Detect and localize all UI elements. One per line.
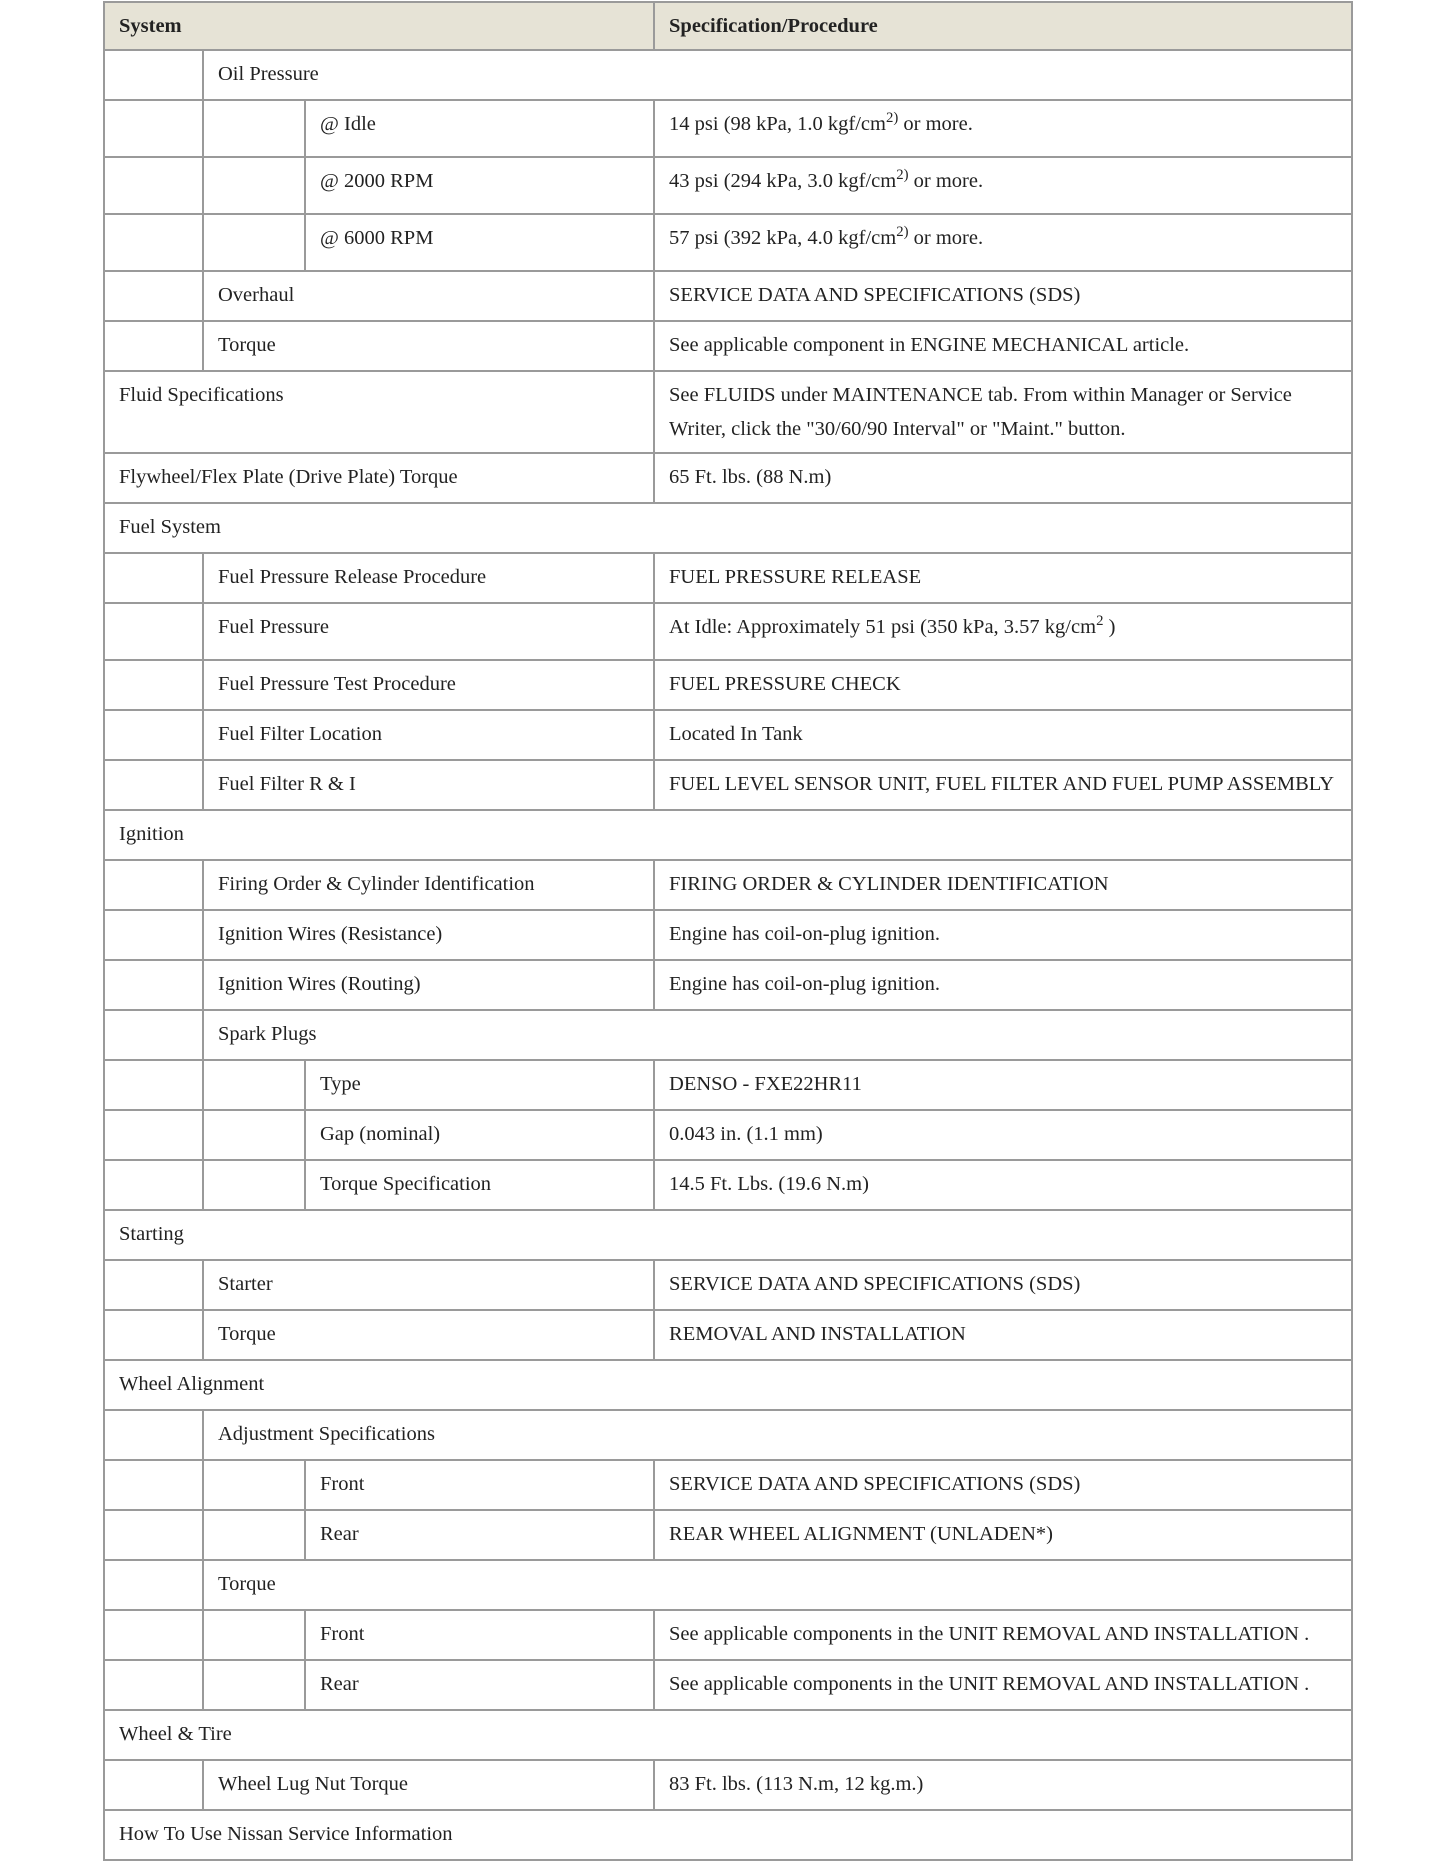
value-text: SERVICE DATA AND SPECIFICATIONS (SDS) xyxy=(669,1273,1081,1295)
section-row xyxy=(104,50,1352,100)
row-value xyxy=(654,1110,1352,1160)
table-header-row xyxy=(104,2,1352,50)
table-row xyxy=(104,1110,1352,1160)
row-label: Type xyxy=(305,1060,654,1110)
indent-cell xyxy=(104,1510,203,1560)
row-value xyxy=(654,100,1352,157)
row-value xyxy=(654,1060,1352,1110)
table-row xyxy=(104,1160,1352,1210)
row-label: Fuel Pressure Release Procedure xyxy=(203,553,654,603)
value-text: DENSO - FXE22HR11 xyxy=(669,1073,862,1095)
section-row xyxy=(104,1560,1352,1610)
value-suffix: ) xyxy=(1103,616,1116,638)
row-label: Rear xyxy=(305,1510,654,1560)
indent-cell xyxy=(104,321,203,371)
value-text: Engine has coil-on-plug ignition. xyxy=(669,923,941,945)
value-text: SERVICE DATA AND SPECIFICATIONS (SDS) xyxy=(669,284,1081,306)
value-text: REMOVAL AND INSTALLATION xyxy=(669,1323,966,1345)
row-value xyxy=(654,910,1352,960)
row-label: Fuel Pressure xyxy=(203,603,654,660)
section-row xyxy=(104,1410,1352,1460)
indent-cell xyxy=(104,1660,203,1710)
value-text: SERVICE DATA AND SPECIFICATIONS (SDS) xyxy=(669,1473,1081,1495)
row-value xyxy=(654,1760,1352,1810)
row-label: Flywheel/Flex Plate (Drive Plate) Torque xyxy=(104,453,654,503)
row-label: Wheel Lug Nut Torque xyxy=(203,1760,654,1810)
row-label: Adjustment Specifications xyxy=(203,1410,1352,1460)
row-label: Oil Pressure xyxy=(203,50,1352,100)
indent-cell xyxy=(104,710,203,760)
section-row xyxy=(104,810,1352,860)
row-label: Fuel Pressure Test Procedure xyxy=(203,660,654,710)
row-value xyxy=(654,453,1352,503)
table-row xyxy=(104,214,1352,271)
value-text: 57 psi (392 kPa, 4.0 kgf/cm xyxy=(669,227,897,249)
indent-cell xyxy=(203,1060,305,1110)
row-value xyxy=(654,710,1352,760)
indent-cell xyxy=(104,910,203,960)
section-row xyxy=(104,1710,1352,1760)
row-label: Fuel Filter R & I xyxy=(203,760,654,810)
row-label: Front xyxy=(305,1610,654,1660)
row-value xyxy=(654,660,1352,710)
row-value xyxy=(654,271,1352,321)
row-value xyxy=(654,1160,1352,1210)
indent-cell xyxy=(203,1460,305,1510)
value-text: FIRING ORDER & CYLINDER IDENTIFICATION xyxy=(669,873,1109,895)
indent-cell xyxy=(104,1560,203,1610)
value-text: FUEL PRESSURE RELEASE xyxy=(669,566,922,588)
table-row xyxy=(104,1760,1352,1810)
table-row xyxy=(104,271,1352,321)
value-text: REAR WHEEL ALIGNMENT (UNLADEN*) xyxy=(669,1523,1053,1545)
value-superscript: 2 xyxy=(1096,613,1104,630)
indent-cell xyxy=(203,1510,305,1560)
section-row xyxy=(104,1210,1352,1260)
indent-cell xyxy=(104,1160,203,1210)
table-row xyxy=(104,1260,1352,1310)
value-superscript: 2) xyxy=(896,167,909,184)
row-label: Overhaul xyxy=(203,271,654,321)
value-superscript: 2) xyxy=(896,224,909,241)
row-value xyxy=(654,1660,1352,1710)
value-text: 14.5 Ft. Lbs. (19.6 N.m) xyxy=(669,1173,869,1195)
specifications-table xyxy=(103,1,1353,1861)
row-label: Starting xyxy=(104,1210,1352,1260)
table-row xyxy=(104,1460,1352,1510)
row-label: Torque xyxy=(203,1310,654,1360)
row-label: Ignition xyxy=(104,810,1352,860)
indent-cell xyxy=(203,1610,305,1660)
row-label: Wheel Alignment xyxy=(104,1360,1352,1410)
indent-cell xyxy=(104,100,203,157)
table-row xyxy=(104,453,1352,503)
table-row xyxy=(104,1610,1352,1660)
row-label: Starter xyxy=(203,1260,654,1310)
value-text: See applicable component in ENGINE MECHANICAL article. xyxy=(669,334,1190,356)
indent-cell xyxy=(104,760,203,810)
row-value xyxy=(654,760,1352,810)
indent-cell xyxy=(104,1010,203,1060)
row-value xyxy=(654,960,1352,1010)
value-text: Located In Tank xyxy=(669,723,803,745)
row-label: Fuel Filter Location xyxy=(203,710,654,760)
row-label: Torque Specification xyxy=(305,1160,654,1210)
value-text: 43 psi (294 kPa, 3.0 kgf/cm xyxy=(669,170,897,192)
value-text: 83 Ft. lbs. (113 N.m, 12 kg.m.) xyxy=(669,1773,924,1795)
row-label: @ 6000 RPM xyxy=(305,214,654,271)
row-label: Torque xyxy=(203,1560,1352,1610)
indent-cell xyxy=(104,214,203,271)
row-value xyxy=(654,860,1352,910)
indent-cell xyxy=(104,271,203,321)
indent-cell xyxy=(104,1260,203,1310)
indent-cell xyxy=(104,1310,203,1360)
indent-cell xyxy=(104,1460,203,1510)
row-value xyxy=(654,157,1352,214)
row-label: Rear xyxy=(305,1660,654,1710)
indent-cell xyxy=(104,960,203,1010)
row-value xyxy=(654,1610,1352,1660)
section-row xyxy=(104,503,1352,553)
indent-cell xyxy=(203,214,305,271)
row-value xyxy=(654,371,1352,453)
section-row xyxy=(104,1810,1352,1860)
row-value xyxy=(654,603,1352,660)
table-row xyxy=(104,1510,1352,1560)
row-label: Firing Order & Cylinder Identification xyxy=(203,860,654,910)
indent-cell xyxy=(104,1060,203,1110)
row-label: How To Use Nissan Service Information xyxy=(104,1810,1352,1860)
value-text: At Idle: Approximately 51 psi (350 kPa, 3.57 kg/cm xyxy=(669,616,1097,638)
header-specification: Specification/Procedure xyxy=(654,2,1352,50)
table-row xyxy=(104,960,1352,1010)
row-label: @ Idle xyxy=(305,100,654,157)
value-superscript: 2) xyxy=(885,110,899,127)
indent-cell xyxy=(104,1760,203,1810)
row-value xyxy=(654,1310,1352,1360)
table-row xyxy=(104,553,1352,603)
indent-cell xyxy=(104,1410,203,1460)
value-text: Engine has coil-on-plug ignition. xyxy=(669,973,941,995)
row-label: @ 2000 RPM xyxy=(305,157,654,214)
row-value xyxy=(654,1460,1352,1510)
indent-cell xyxy=(203,100,305,157)
indent-cell xyxy=(203,1660,305,1710)
row-value xyxy=(654,1260,1352,1310)
row-label: Wheel & Tire xyxy=(104,1710,1352,1760)
row-label: Front xyxy=(305,1460,654,1510)
value-suffix: or more. xyxy=(908,170,984,192)
value-text: See FLUIDS under MAINTENANCE tab. From within Manager or Service Writer, click the "30/60/90 Interval" or "Maint." button. xyxy=(669,384,1292,440)
value-suffix: or more. xyxy=(898,113,973,135)
indent-cell xyxy=(104,157,203,214)
table-row xyxy=(104,660,1352,710)
table-row xyxy=(104,157,1352,214)
row-value xyxy=(654,321,1352,371)
value-text: FUEL LEVEL SENSOR UNIT, FUEL FILTER AND FUEL PUMP ASSEMBLY xyxy=(669,773,1335,795)
table-row xyxy=(104,603,1352,660)
value-text: See applicable components in the UNIT REMOVAL AND INSTALLATION . xyxy=(669,1673,1310,1695)
row-value xyxy=(654,1510,1352,1560)
table-body xyxy=(104,50,1352,1860)
indent-cell xyxy=(104,860,203,910)
indent-cell xyxy=(104,50,203,100)
indent-cell xyxy=(104,660,203,710)
header-system: System xyxy=(104,2,654,50)
table-row xyxy=(104,910,1352,960)
row-value xyxy=(654,553,1352,603)
row-label: Torque xyxy=(203,321,654,371)
section-row xyxy=(104,1360,1352,1410)
value-text: 65 Ft. lbs. (88 N.m) xyxy=(669,466,832,488)
row-label: Spark Plugs xyxy=(203,1010,1352,1060)
row-label: Gap (nominal) xyxy=(305,1110,654,1160)
table-row xyxy=(104,1060,1352,1110)
row-label: Ignition Wires (Routing) xyxy=(203,960,654,1010)
value-text: FUEL PRESSURE CHECK xyxy=(669,673,901,695)
row-label: Fuel System xyxy=(104,503,1352,553)
table-row xyxy=(104,1660,1352,1710)
table-row xyxy=(104,1310,1352,1360)
row-label: Fluid Specifications xyxy=(104,371,654,453)
indent-cell xyxy=(104,553,203,603)
row-label: Ignition Wires (Resistance) xyxy=(203,910,654,960)
indent-cell xyxy=(104,603,203,660)
indent-cell xyxy=(203,1110,305,1160)
row-value xyxy=(654,214,1352,271)
indent-cell xyxy=(104,1110,203,1160)
value-suffix: or more. xyxy=(908,227,984,249)
value-text: 0.043 in. (1.1 mm) xyxy=(669,1123,823,1145)
indent-cell xyxy=(104,1610,203,1660)
table-row xyxy=(104,100,1352,157)
value-text: 14 psi (98 kPa, 1.0 kgf/cm xyxy=(669,113,886,135)
section-row xyxy=(104,1010,1352,1060)
indent-cell xyxy=(203,157,305,214)
table-row xyxy=(104,710,1352,760)
table-row xyxy=(104,321,1352,371)
table-row xyxy=(104,860,1352,910)
value-text: See applicable components in the UNIT REMOVAL AND INSTALLATION . xyxy=(669,1623,1310,1645)
indent-cell xyxy=(203,1160,305,1210)
table-row xyxy=(104,760,1352,810)
table-row xyxy=(104,371,1352,453)
